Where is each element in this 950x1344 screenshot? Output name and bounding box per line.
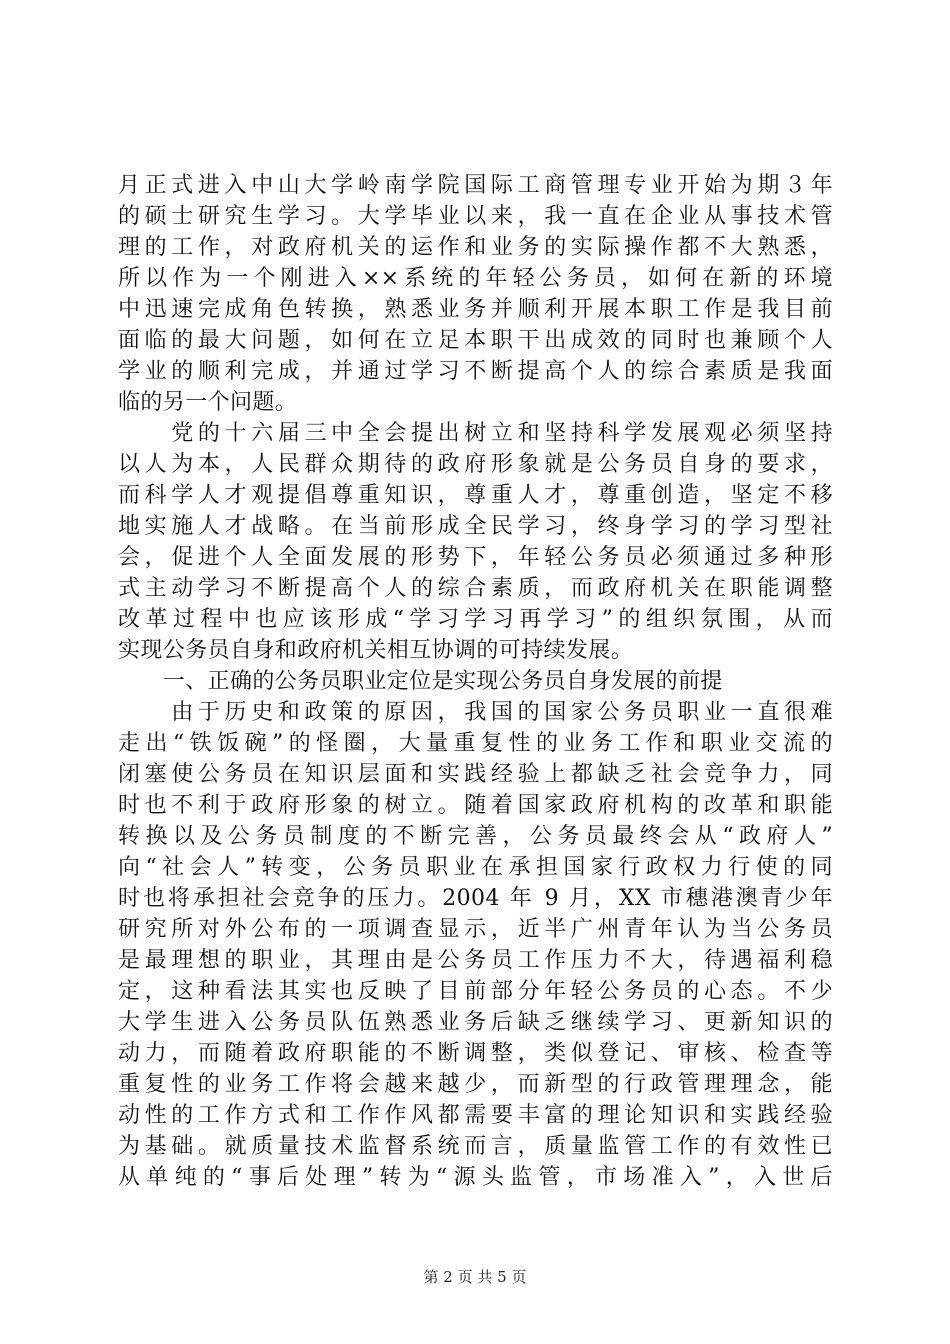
text-line: 以人为本，人民群众期待的政府形象就是公务员自身的要求， — [118, 452, 833, 477]
text-line: 动性的工作方式和工作作风都需要丰富的理论知识和实践经验 — [118, 1103, 833, 1128]
text-line: 理的工作，对政府机关的运作和业务的实际操作都不大熟悉， — [118, 235, 833, 260]
body-text — [118, 170, 833, 1193]
text-line: 而科学人才观提倡尊重知识，尊重人才，尊重创造，坚定不移 — [118, 483, 833, 508]
text-line: 实现公务员自身和政府机关相互协调的可持续发展。 — [118, 638, 634, 663]
page-number-footer: 第 2 页 共 5 页 — [423, 1268, 527, 1286]
text-line: 由于历史和政策的原因，我国的国家公务员职业一直很难 — [118, 700, 833, 725]
text-line: 闭塞使公务员在知识层面和实践经验上都缺乏社会竞争力，同 — [118, 762, 833, 787]
text-line: 学业的顺利完成，并通过学习不断提高个人的综合素质是我面 — [118, 359, 833, 384]
text-line: 研究所对外公布的一项调查显示，近半广州青年认为当公务员 — [118, 917, 833, 942]
text-line: 时也将承担社会竞争的压力。2004 年 9 月，XX 市穗港澳青少年 — [118, 886, 833, 911]
text-line: 向“社会人”转变，公务员职业在承担国家行政权力行使的同 — [118, 855, 833, 880]
text-line: 转换以及公务员制度的不断完善，公务员最终会从“政府人” — [118, 824, 833, 849]
text-line: 党的十六届三中全会提出树立和坚持科学发展观必须坚持 — [118, 421, 833, 446]
text-line: 所以作为一个刚进入××系统的年轻公务员，如何在新的环境 — [118, 266, 833, 291]
text-line: 中迅速完成角色转换，熟悉业务并顺利开展本职工作是我目前 — [118, 297, 833, 322]
text-line: 的硕士研究生学习。大学毕业以来，我一直在企业从事技术管 — [118, 204, 833, 229]
text-line: 动力，而随着政府职能的不断调整，类似登记、审核、检查等 — [118, 1041, 833, 1066]
text-line: 定，这种看法其实也反映了目前部分年轻公务员的心态。不少 — [118, 979, 833, 1004]
text-line: 临的另一个问题。 — [118, 390, 298, 415]
text-line: 会，促进个人全面发展的形势下，年轻公务员必须通过多种形 — [118, 545, 833, 570]
text-line: 面临的最大问题，如何在立足本职干出成效的同时也兼顾个人 — [118, 328, 833, 353]
text-line: 改革过程中也应该形成“学习学习再学习”的组织氛围，从而 — [118, 607, 833, 632]
text-line: 走出“铁饭碗”的怪圈，大量重复性的业务工作和职业交流的 — [118, 731, 833, 756]
text-line: 为基础。就质量技术监督系统而言，质量监管工作的有效性已 — [118, 1134, 833, 1159]
text-line: 式主动学习不断提高个人的综合素质，而政府机关在职能调整 — [118, 576, 833, 601]
text-line: 大学生进入公务员队伍熟悉业务后缺乏继续学习、更新知识的 — [118, 1010, 833, 1035]
text-line: 地实施人才战略。在当前形成全民学习，终身学习的学习型社 — [118, 514, 833, 539]
text-line: 从单纯的“事后处理”转为“源头监管，市场准入”，入世后 — [118, 1165, 833, 1190]
text-line: 时也不利于政府形象的树立。随着国家政府机构的改革和职能 — [118, 793, 833, 818]
section-heading: 一、正确的公务员职业定位是实现公务员自身发展的前提 — [118, 669, 723, 694]
text-line: 月正式进入中山大学岭南学院国际工商管理专业开始为期３年 — [118, 173, 833, 198]
text-line: 是最理想的职业，其理由是公务员工作压力不大，待遇福利稳 — [118, 948, 833, 973]
text-line: 重复性的业务工作将会越来越少，而新型的行政管理理念，能 — [118, 1072, 833, 1097]
